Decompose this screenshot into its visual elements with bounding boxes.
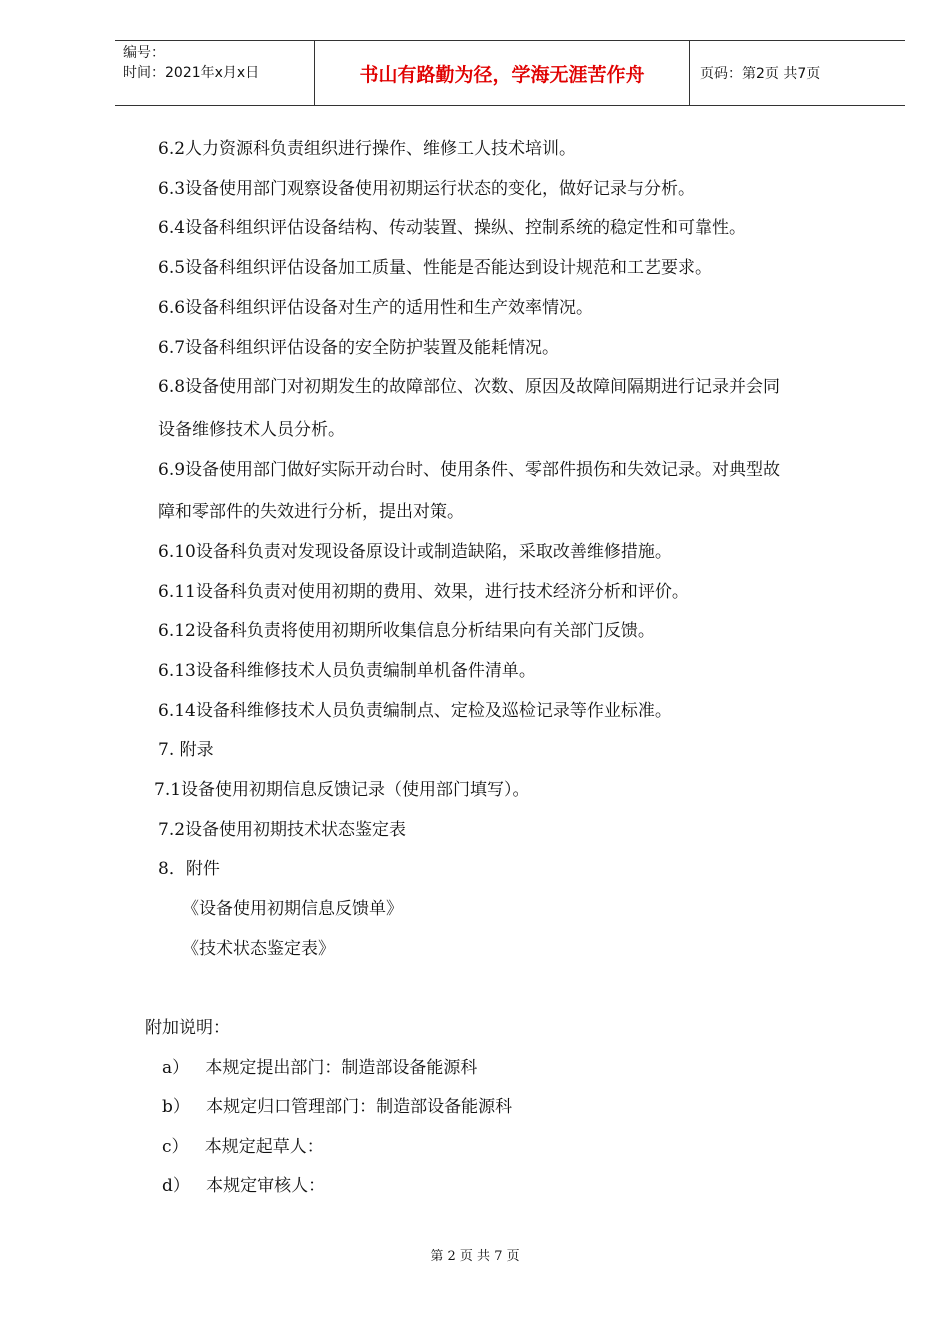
clause-7-1: 7.1设备使用初期信息反馈记录（使用部门填写）。 (154, 780, 530, 800)
clause-6-6: 6.6设备科组织评估设备对生产的适用性和生产效率情况。 (158, 298, 594, 318)
attachment-status-table: 《技术状态鉴定表》 (182, 939, 335, 959)
attachment-feedback-form: 《设备使用初期信息反馈单》 (182, 899, 403, 919)
header-page-info: 页码：第2页 共7页 (700, 66, 821, 82)
note-d: d） 本规定审核人： (162, 1176, 326, 1196)
note-a: a） 本规定提出部门：制造部设备能源科 (162, 1058, 478, 1078)
clause-6-8-line2: 设备维修技术人员分析。 (158, 420, 345, 440)
clause-6-5: 6.5设备科组织评估设备加工质量、性能是否能达到设计规范和工艺要求。 (158, 258, 713, 278)
clause-6-8-line1: 6.8设备使用部门对初期发生的故障部位、次数、原因及故障间隔期进行记录并会同 (158, 377, 781, 397)
clause-6-13: 6.13设备科维修技术人员负责编制单机备件清单。 (158, 661, 536, 681)
page-footer: 第 2 页 共 7 页 (430, 1249, 520, 1264)
clause-6-9-line2: 障和零部件的失效进行分析，提出对策。 (158, 502, 464, 522)
section-8-heading: 8．附件 (158, 859, 220, 879)
additional-notes-title: 附加说明： (145, 1018, 230, 1038)
clause-6-10: 6.10设备科负责对发现设备原设计或制造缺陷，采取改善维修措施。 (158, 542, 672, 562)
clause-6-7: 6.7设备科组织评估设备的安全防护装置及能耗情况。 (158, 338, 560, 358)
clause-6-14: 6.14设备科维修技术人员负责编制点、定检及巡检记录等作业标准。 (158, 701, 672, 721)
clause-6-12: 6.12设备科负责将使用初期所收集信息分析结果向有关部门反馈。 (158, 621, 655, 641)
clause-6-4: 6.4设备科组织评估设备结构、传动装置、操纵、控制系统的稳定性和可靠性。 (158, 218, 747, 238)
clause-6-9-line1: 6.9设备使用部门做好实际开动台时、使用条件、零部件损伤和失效记录。对典型故 (158, 460, 781, 480)
clause-7-2: 7.2设备使用初期技术状态鉴定表 (158, 820, 407, 840)
section-7-heading: 7. 附录 (158, 740, 214, 760)
note-b: b） 本规定归口管理部门：制造部设备能源科 (162, 1097, 513, 1117)
note-c: c） 本规定起草人： (162, 1137, 324, 1157)
clause-6-11: 6.11设备科负责对使用初期的费用、效果，进行技术经济分析和评价。 (158, 582, 689, 602)
time-label: 时间：2021年x月x日 (123, 65, 260, 81)
clause-6-3: 6.3设备使用部门观察设备使用初期运行状态的变化，做好记录与分析。 (158, 179, 696, 199)
clause-6-2: 6.2人力资源科负责组织进行操作、维修工人技术培训。 (158, 139, 577, 159)
number-label: 编号： (123, 45, 165, 61)
header-motto: 书山有路勤为径，学海无涯苦作舟 (315, 41, 690, 105)
